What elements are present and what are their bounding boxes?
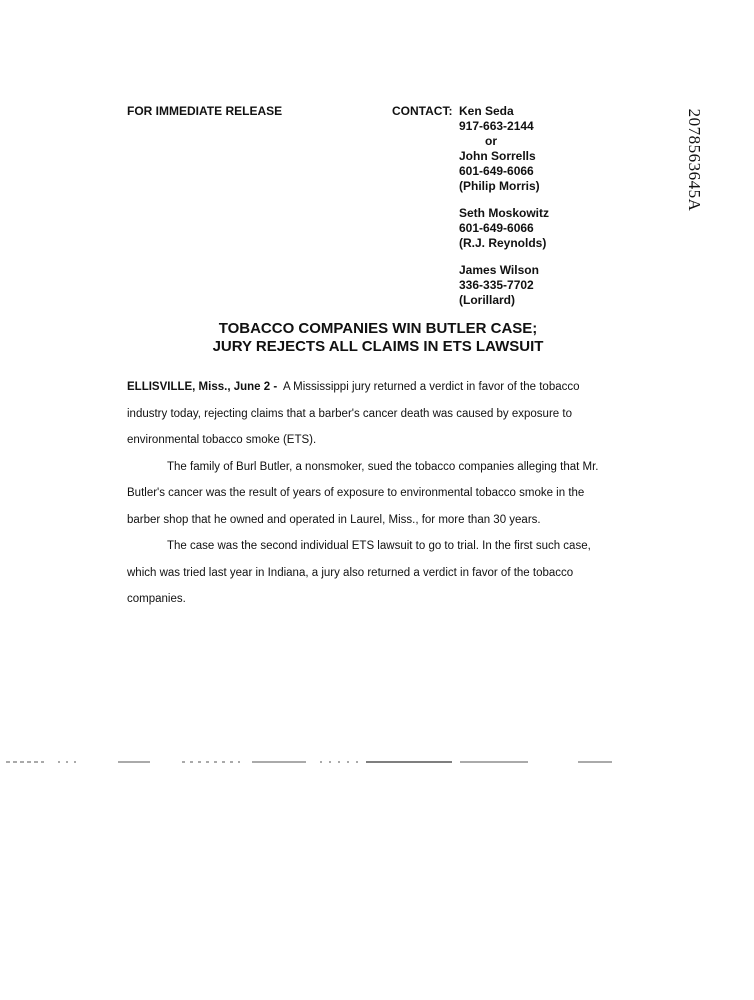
contact-phone: 601-649-6066 (459, 164, 534, 178)
paragraph-1-text: A Mississippi jury returned a verdict in favor of the tobacco industry today, rejecting claims that a barber's cancer death was caused by exposure to environmental tobacco smoke (ETS). (127, 381, 580, 446)
contact-company: (Lorillard) (459, 293, 515, 307)
contact-name: James Wilson (459, 263, 539, 277)
contact-or: or (485, 134, 497, 148)
contact-name: Seth Moskowitz (459, 206, 550, 220)
contact-list (459, 104, 549, 320)
contact-phone: 917-663-2144 (459, 119, 534, 133)
contact-phone: 601-649-6066 (459, 221, 534, 235)
article-body (127, 374, 607, 613)
contact-company: (Philip Morris) (459, 179, 540, 193)
contact-company: (R.J. Reynolds) (459, 236, 547, 250)
contact-group-philip-morris (459, 104, 549, 194)
contact-name: John Sorrells (459, 149, 536, 163)
headline-line-2: JURY REJECTS ALL CLAIMS IN ETS LAWSUIT (212, 338, 544, 355)
contact-group-lorillard (459, 263, 549, 308)
paragraph-1 (127, 374, 607, 454)
contact-label: CONTACT: (392, 104, 453, 118)
headline (120, 320, 636, 356)
paragraph-2: The family of Burl Butler, a nonsmoker, sued the tobacco companies alleging that Mr. Butler's cancer was the result of years of exposure to environmental tobacco smoke in the barber shop that he owned and operated in Laurel, Miss., for more than 30 years. (127, 460, 599, 526)
contact-group-rj-reynolds (459, 206, 549, 251)
document-id-stamp: 2078563645A (685, 108, 704, 212)
release-label: FOR IMMEDIATE RELEASE (127, 104, 283, 118)
scan-artifact-line (0, 760, 754, 764)
dateline: ELLISVILLE, Miss., June 2 - (127, 381, 278, 393)
paragraph-3: The case was the second individual ETS lawsuit to go to trial. In the first such case, which was tried last year in Indiana, a jury also returned a verdict in favor of the tobacco companies. (127, 540, 591, 605)
contact-phone: 336-335-7702 (459, 278, 534, 292)
headline-line-1: TOBACCO COMPANIES WIN BUTLER CASE; (218, 320, 538, 337)
contact-name: Ken Seda (459, 104, 514, 118)
